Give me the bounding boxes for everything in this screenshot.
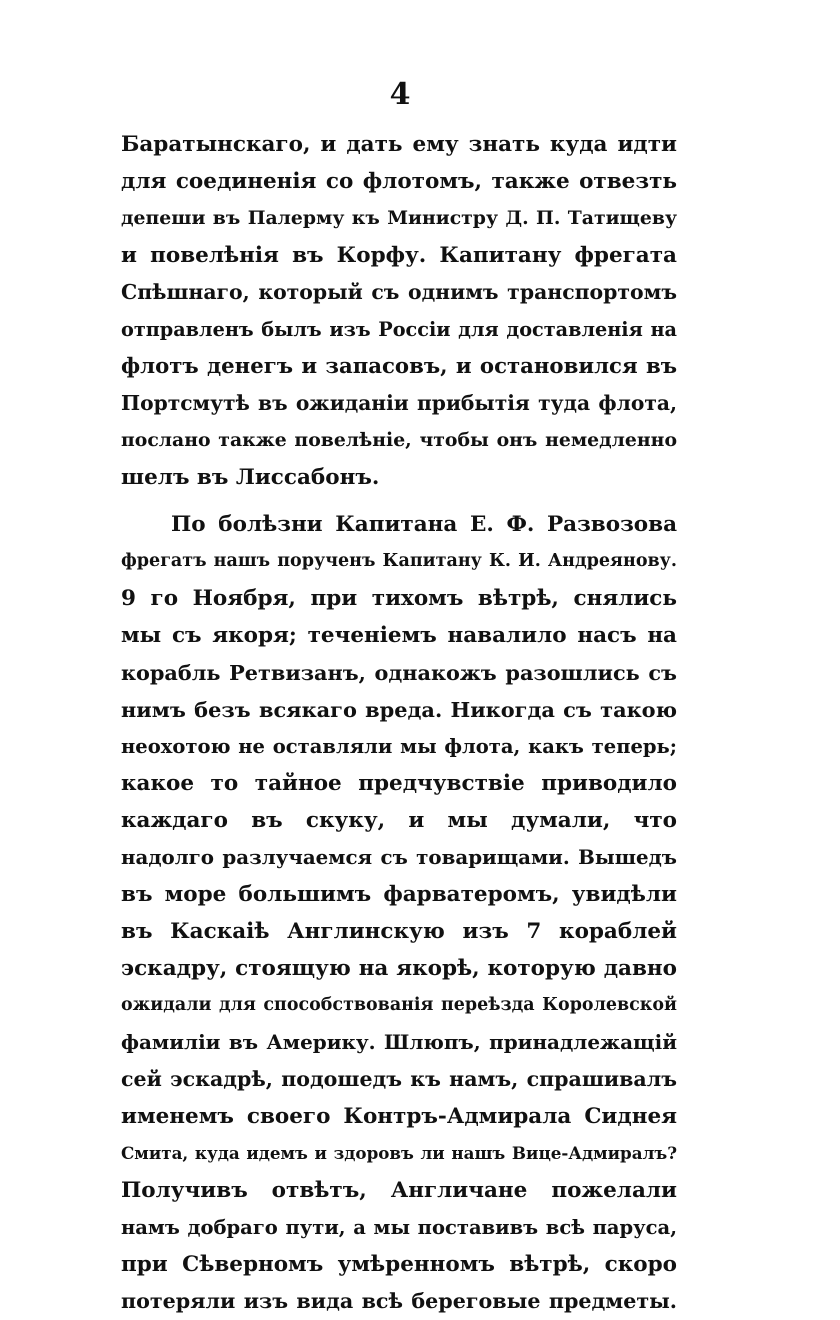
text-line: Спѣшнаго, который съ однимъ транспортомъ	[121, 280, 677, 304]
text-line: По болѣзни Капитана Е. Ф. Развозова	[171, 512, 677, 537]
text-line: именемъ своего Контръ-Адмирала Сиднея	[121, 1104, 677, 1129]
text-line: ожидали для способствованія переѣзда Королевской	[121, 995, 677, 1015]
text-line: депеши въ Палерму къ Министру Д. П. Татищеву	[121, 207, 677, 229]
text-line: для соединенія со флотомъ, также отвезть	[121, 169, 677, 194]
text-line: потеряли изъ вида всѣ береговые предметы.	[121, 1289, 677, 1313]
text-line: неохотою не оставляли мы флота, какъ теперь;	[121, 735, 677, 758]
text-line: въ Каскаіѣ Англинскую изъ 7 кораблей	[121, 919, 677, 944]
text-line: Получивъ отвѣтъ, Англичане пожелали	[121, 1178, 677, 1203]
text-line: въ море большимъ фарватеромъ, увидѣли	[121, 882, 677, 907]
text-line: отправленъ былъ изъ Россіи для доставленія на	[121, 318, 677, 341]
text-line: корабль Ретвизанъ, однакожъ разошлись съ	[121, 660, 677, 685]
page-number: 4	[389, 77, 411, 112]
text-line: нимъ безъ всякаго вреда. Никогда съ такою	[121, 697, 677, 722]
text-line: намъ добраго пути, а мы поставивъ всѣ паруса,	[121, 1216, 677, 1239]
text-line: фрегатъ нашъ порученъ Капитану К. И. Андреянову.	[121, 551, 677, 571]
text-line: 9 го Ноября, при тихомъ вѣтрѣ, снялись	[121, 586, 677, 611]
text-line: Портсмутѣ въ ожиданіи прибытія туда флота,	[121, 391, 677, 415]
paragraph-1	[121, 126, 677, 496]
text-line: шелъ въ Лиссабонъ.	[121, 465, 380, 490]
text-line: фамиліи въ Америку. Шлюпъ, принадлежащій	[121, 1030, 677, 1054]
text-line: какое то тайное предчувствіе приводило	[121, 771, 677, 796]
text-line: и повелѣнія въ Корфу. Капитану фрегата	[121, 243, 677, 268]
text-line: мы съ якоря; теченіемъ навалило насъ на	[121, 623, 677, 648]
paragraph-gap	[121, 496, 677, 506]
text-line: сей эскадрѣ, подошедъ къ намъ, спрашивалъ	[121, 1067, 677, 1091]
text-line: флотъ денегъ и запасовъ, и остановился въ	[121, 354, 677, 379]
text-line: Баратынскаго, и дать ему знать куда идти	[121, 132, 677, 157]
text-line: надолго разлучаемся съ товарищами. Вышедъ	[121, 845, 677, 869]
text-line: Смита, куда идемъ и здоровъ ли нашъ Вице-Адмиралъ?	[121, 1143, 677, 1163]
text-line: эскадру, стоящую на якорѣ, которую давно	[121, 956, 677, 981]
text-line: каждаго въ скуку, и мы думали, что	[121, 808, 677, 833]
text-line: при Сѣверномъ умѣренномъ вѣтрѣ, скоро	[121, 1252, 677, 1277]
text-line: послано также повелѣніе, чтобы онъ немедленно	[121, 429, 677, 451]
paragraph-2	[121, 506, 677, 1320]
body-text	[121, 126, 677, 1320]
